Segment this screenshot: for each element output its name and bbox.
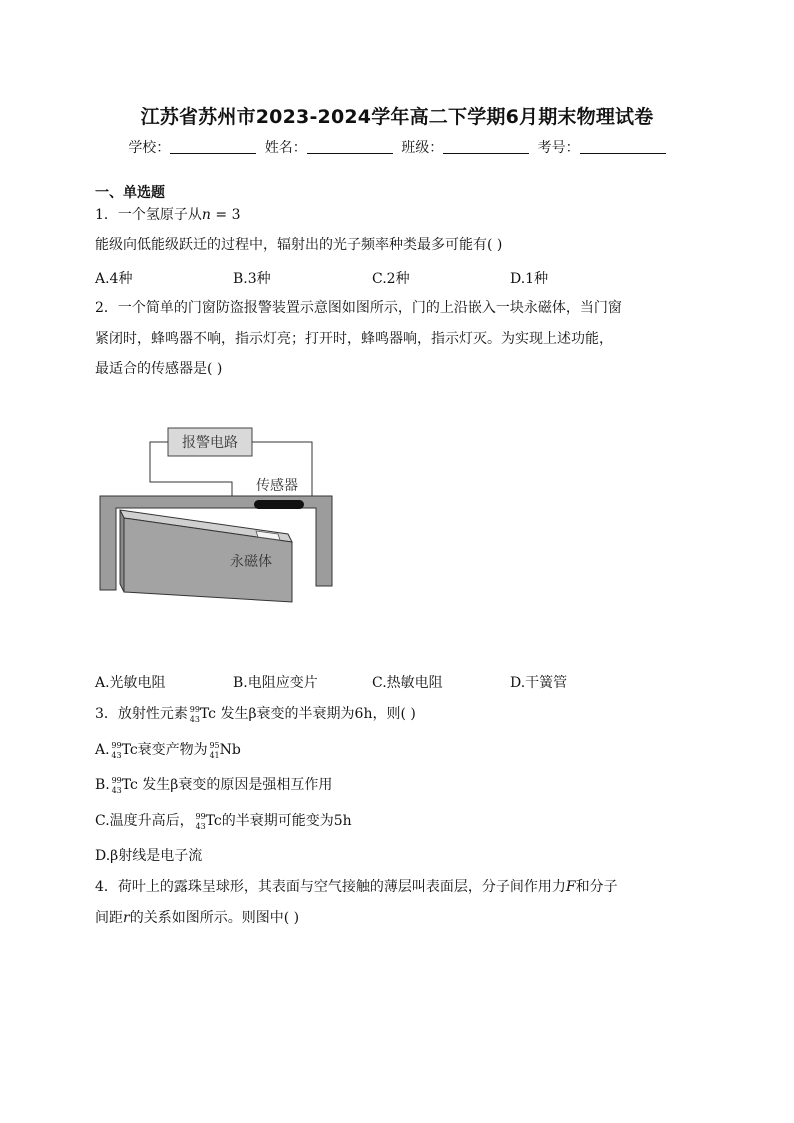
q3-stem: 3．放射性元素 99 43 Tc 发生β衰变的半衰期为6h，则( )	[95, 705, 416, 724]
q4-line2: 间距r的关系如图所示。则图中( )	[95, 910, 300, 926]
q2-line3: 最适合的传感器是( )	[95, 361, 223, 377]
q2-line1: 2．一个简单的门窗防盗报警装置示意图如图所示，门的上沿嵌入一块永磁体，当门窗	[95, 300, 622, 316]
q1-line2: 能级向低能级跃迁的过程中，辐射出的光子频率种类最多可能有( )	[95, 237, 503, 253]
q2-line2: 紧闭时，蜂鸣器不响，指示灯亮；打开时，蜂鸣器响，指示灯灭。为实现上述功能，	[95, 331, 613, 347]
q4-line1: 4．荷叶上的露珠呈球形，其表面与空气接触的薄层叫表面层，分子间作用力F和分子	[95, 879, 618, 895]
exam-number-blank[interactable]	[580, 139, 666, 154]
q3-option-a[interactable]: A. 99 43 Tc衰变产物为 95 41 Nb	[95, 741, 241, 760]
name-label: 姓名：	[264, 140, 307, 156]
q2-option-c[interactable]: C.热敏电阻	[372, 675, 443, 691]
alarm-circuit-label: 报警电路	[182, 435, 238, 451]
tc-nuclide: 99 43	[189, 705, 200, 724]
q1-option-a[interactable]: A.4种	[95, 271, 133, 287]
name-blank[interactable]	[307, 139, 393, 154]
door-alarm-diagram	[96, 420, 336, 610]
section-heading: 一、单选题	[95, 185, 165, 201]
door-side-face	[120, 510, 124, 592]
q2-option-a[interactable]: A.光敏电阻	[95, 675, 166, 691]
q1-line1: 1．一个氢原子从n = 3	[95, 207, 241, 223]
q3-option-d[interactable]: D.β射线是电子流	[95, 848, 203, 864]
magnet-label: 永磁体	[230, 554, 272, 570]
q1-option-c[interactable]: C.2种	[372, 271, 410, 287]
q3-option-b[interactable]: B. 99 43 Tc 发生β衰变的原因是强相互作用	[95, 776, 333, 795]
q1-option-d[interactable]: D.1种	[510, 271, 549, 287]
student-info-row	[0, 137, 794, 157]
exam-title: 江苏省苏州市2023-2024学年高二下学期6月期末物理试卷	[140, 106, 654, 128]
q2-option-b[interactable]: B.电阻应变片	[233, 675, 318, 691]
reed-sensor	[254, 500, 304, 509]
q1-option-b[interactable]: B.3种	[233, 271, 271, 287]
q2-option-d[interactable]: D.干簧管	[510, 675, 568, 691]
school-label: 学校：	[128, 140, 171, 156]
sensor-label: 传感器	[256, 478, 298, 494]
class-label: 班级：	[401, 140, 444, 156]
class-blank[interactable]	[443, 139, 529, 154]
exam-number-label: 考号：	[537, 140, 580, 156]
q3-option-c[interactable]: C.温度升高后， 99 43 Tc的半衰期可能变为5h	[95, 812, 352, 831]
school-blank[interactable]	[170, 139, 256, 154]
